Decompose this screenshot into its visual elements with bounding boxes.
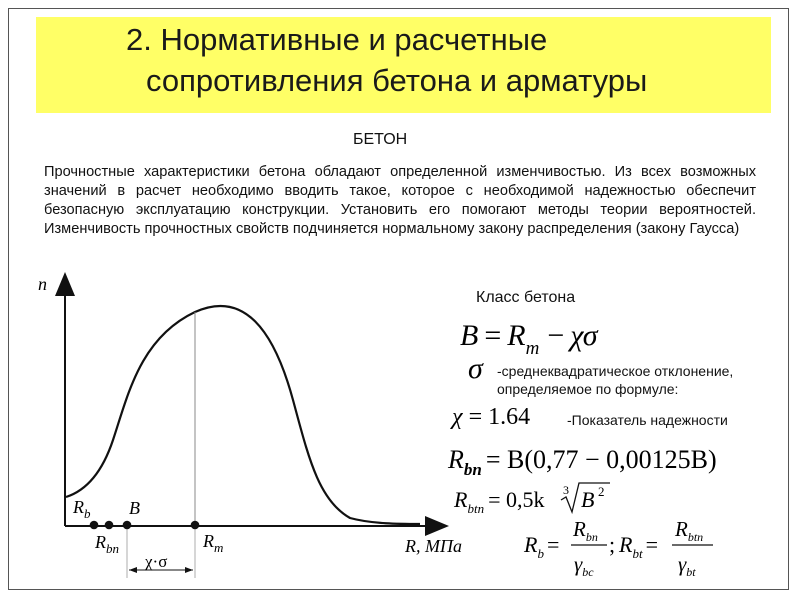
formula-rbt-lhs: $R_{bt}$ = bbox=[619, 532, 658, 561]
slide-title-line-1: 2. Нормативные и расчетные bbox=[126, 22, 548, 57]
y-axis-label: n bbox=[38, 274, 47, 294]
root-index: 3 bbox=[563, 483, 569, 497]
formula-separator: ; bbox=[609, 532, 616, 557]
label-rbn: $R_{bn}$ bbox=[95, 532, 119, 556]
x-axis-label: R, МПа bbox=[405, 536, 462, 556]
section-heading: БЕТОН bbox=[353, 131, 408, 148]
chi-description: -Показатель надежности bbox=[567, 412, 728, 428]
formula-rbt-den: $\gamma_{bt}$ bbox=[678, 552, 696, 579]
formula-rbt-num: $R_{btn}$ bbox=[675, 517, 704, 544]
formula-rbtn: $R_{btn} = 0,5k$ bbox=[454, 487, 545, 516]
label-b: B bbox=[129, 498, 140, 518]
slide-title-line-2: сопротивления бетона и арматуры bbox=[146, 63, 648, 98]
body-paragraph: Прочностные характеристики бетона обладают определенной изменчивостью. Из всех возможных значений в расчет необходимо вводить такое, которое с необходимой надежностью обеспечит безопасную эксплуатацию конструкции. Установить его помогают методы теории вероятностей. Изменчивость прочностных свойств подчиняется нормальному закону распределения (закону Гаусса) bbox=[44, 164, 756, 237]
sigma-description-line-1: -среднеквадратическое отклонение, bbox=[497, 363, 734, 379]
root-b: B bbox=[581, 487, 595, 512]
chi-sigma-label: χ·σ bbox=[145, 552, 168, 571]
concrete-class-label: Класс бетона bbox=[476, 289, 576, 306]
sigma-description-line-2: определяемое по формуле: bbox=[497, 381, 679, 397]
formula-class: $B = R_m - \chi\sigma$ bbox=[460, 319, 598, 359]
formula-rb-num: $R_{bn}$ bbox=[573, 517, 598, 544]
label-rm: $R_m$ bbox=[203, 531, 224, 555]
formula-rbn: $R_{bn} = B(0,77 - 0,00125B)$ bbox=[448, 445, 717, 479]
formula-chi: χ = 1.64 bbox=[452, 404, 531, 430]
root-power: 2 bbox=[598, 484, 605, 499]
sigma-symbol: σ bbox=[468, 352, 483, 385]
label-rb: $R_b$ bbox=[73, 497, 91, 521]
formula-rb-lhs: $R_b$ = bbox=[524, 532, 560, 561]
formula-rb-den: $\gamma_{bc}$ bbox=[574, 552, 594, 579]
